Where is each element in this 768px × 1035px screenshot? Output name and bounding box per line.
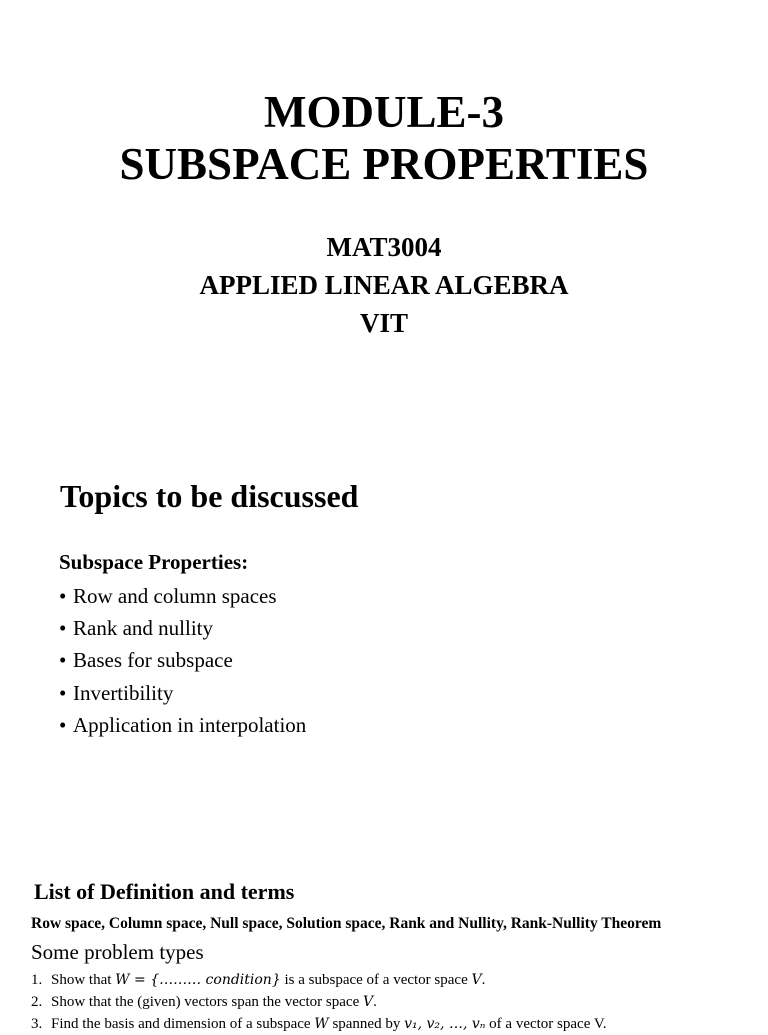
- problem-item: 1. Show that W = {……… condition} is a subspace of a vector space V.: [31, 969, 607, 991]
- topic-item: • Row and column spaces: [59, 580, 306, 612]
- math-expression: W = {……… condition}: [115, 972, 281, 988]
- course-name: APPLIED LINEAR ALGEBRA: [199, 270, 569, 300]
- topic-item: • Invertibility: [59, 677, 306, 709]
- bullet-icon: •: [59, 680, 67, 705]
- math-expression: V: [471, 972, 482, 988]
- topic-item: • Application in interpolation: [59, 709, 306, 741]
- topics-list: [59, 580, 306, 741]
- bullet-icon: •: [59, 648, 67, 673]
- problem-item: 2. Show that the (given) vectors span the vector space V.: [31, 991, 607, 1013]
- subspace-properties-heading: Subspace Properties:: [59, 550, 249, 574]
- problems-list: [31, 969, 607, 1035]
- course-code: MAT3004: [326, 232, 442, 262]
- math-expression: V: [362, 994, 374, 1010]
- bullet-icon: •: [59, 616, 67, 641]
- problem-types-heading: Some problem types: [31, 940, 204, 964]
- terms-list: Row space, Column space, Null space, Solution space, Rank and Nullity, Rank-Nullity Theorem: [31, 915, 662, 932]
- problem-number: 3.: [31, 1016, 43, 1032]
- math-expression: v₁, v₂, …, vₙ: [404, 1016, 486, 1032]
- bullet-icon: •: [59, 712, 67, 737]
- institution-name: VIT: [359, 308, 408, 338]
- topic-item: • Bases for subspace: [59, 644, 306, 676]
- course-info: [0, 228, 768, 342]
- slide-title: [0, 86, 768, 190]
- problem-number: 1.: [31, 972, 43, 988]
- definitions-heading: List of Definition and terms: [34, 879, 295, 904]
- math-expression: W: [314, 1016, 329, 1032]
- module-number: MODULE-3: [264, 87, 504, 137]
- module-title: SUBSPACE PROPERTIES: [119, 139, 649, 189]
- topic-item: • Rank and nullity: [59, 612, 306, 644]
- topics-heading: Topics to be discussed: [60, 478, 359, 514]
- problem-item: 3. Find the basis and dimension of a subspace W spanned by v₁, v₂, …, vₙ of a vector space V.: [31, 1013, 607, 1035]
- problem-number: 2.: [31, 994, 43, 1010]
- bullet-icon: •: [59, 584, 67, 608]
